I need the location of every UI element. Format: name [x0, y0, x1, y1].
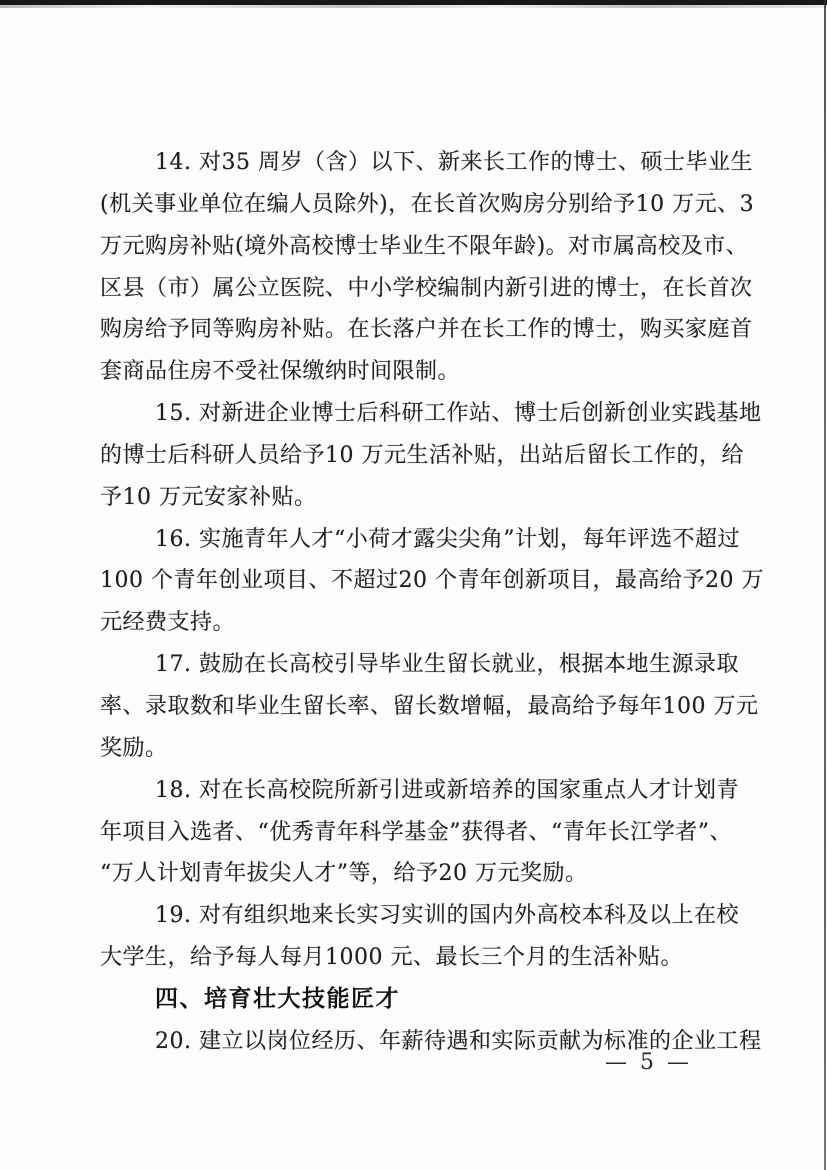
text-line: 元经费支持。 [100, 610, 236, 636]
paragraph-item-17 [100, 644, 759, 770]
text-line: 万元购房补贴(境外高校博士毕业生不限年龄)。对市属高校及市、 [100, 233, 749, 259]
text-line: 16. 实施青年人才“小荷才露尖尖角”计划，每年评选不超过 [155, 526, 740, 552]
section-heading-text: 四、培育壮大技能匠才 [155, 985, 400, 1012]
paragraph-item-15 [100, 393, 762, 519]
text-line: 20. 建立以岗位经历、年薪待遇和实际贡献为标准的企业工程 [155, 1028, 762, 1054]
scan-edge-top-artifact [0, 0, 827, 5]
text-line: 购房给予同等购房补贴。在长落户并在长工作的博士，购买家庭首 [100, 317, 753, 343]
text-line: “万人计划青年拔尖人才”等，给予20 万元奖励。 [100, 861, 588, 887]
text-line: (机关事业单位在编人员除外)，在长首次购房分别给予10 万元、3 [100, 191, 755, 217]
page-number: — 5 — [605, 1050, 692, 1075]
text-line: 率、录取数和毕业生留长率、留长数增幅，最高给予每年100 万元 [100, 693, 759, 719]
text-line: 100 个青年创业项目、不超过20 个青年创新项目，最高给予20 万 [100, 568, 764, 594]
text-line: 的博士后科研人员给予10 万元生活补贴，出站后留长工作的，给 [100, 442, 744, 468]
text-line: 17. 鼓励在长高校引导毕业生留长就业，根据本地生源录取 [155, 652, 739, 678]
text-line: 予10 万元安家补贴。 [100, 484, 317, 510]
text-line: 奖励。 [100, 735, 168, 761]
document-body [100, 142, 764, 1063]
paragraph-item-16 [100, 519, 764, 645]
text-line: 套商品住房不受社保缴纳时间限制。 [100, 359, 461, 385]
paragraph-item-14 [100, 142, 755, 393]
text-line: 年项目入选者、“优秀青年科学基金”获得者、“青年长江学者”、 [100, 819, 732, 845]
text-line: 19. 对有组织地来长实习实训的国内外高校本科及以上在校 [155, 903, 739, 929]
paragraph-item-19 [100, 895, 739, 979]
section-heading-4 [100, 979, 728, 1021]
text-line: 大学生，给予每人每月1000 元、最长三个月的生活补贴。 [100, 945, 683, 971]
scan-edge-right-artifact [824, 0, 826, 1170]
text-line: 区县（市）属公立医院、中小学校编制内新引进的博士，在长首次 [100, 275, 753, 301]
paragraph-item-18 [100, 770, 739, 896]
text-line: 15. 对新进企业博士后科研工作站、博士后创新创业实践基地 [155, 401, 762, 427]
text-line: 14. 对35 周岁（含）以下、新来长工作的博士、硕士毕业生 [155, 150, 753, 175]
text-line: 18. 对在长高校院所新引进或新培养的国家重点人才计划青 [155, 777, 739, 803]
